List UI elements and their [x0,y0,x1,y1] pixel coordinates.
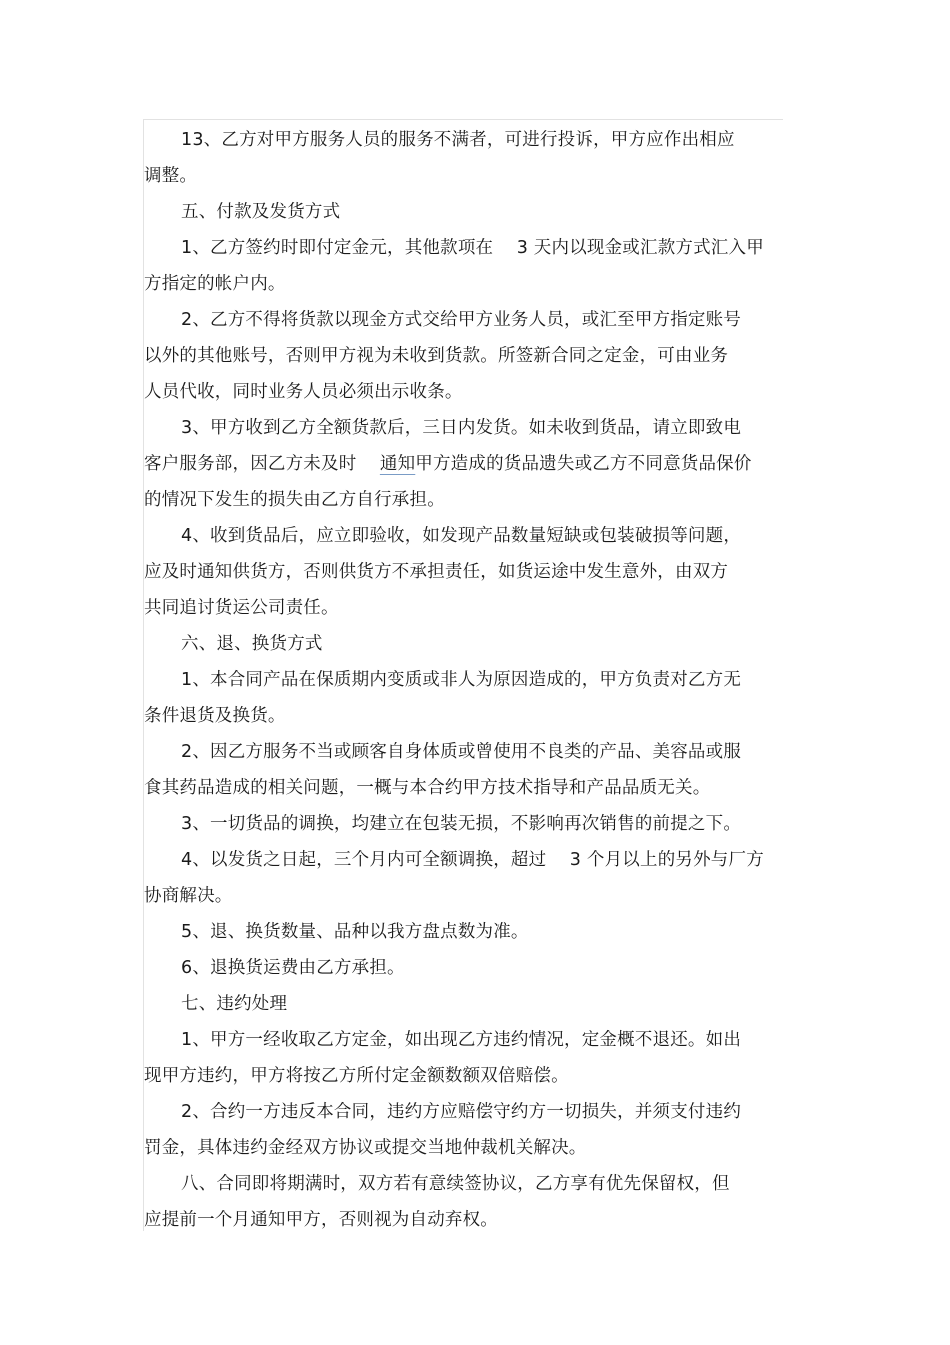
paragraph-line: 应及时通知供货方，否则供货方不承担责任，如货运途中发生意外，由双方 [144,562,729,582]
paragraph-line: 共同追讨货运公司责任。 [144,598,339,618]
paragraph-line: 2、因乙方服务不当或顾客自身体质或曾使用不良类的产品、美容品或服 [181,742,742,762]
paragraph-line: 调整。 [144,166,198,186]
top-divider [143,119,783,120]
paragraph-line: 4、以发货之日起，三个月内可全额调换，超过 3 个月以上的另外与厂方 [181,850,764,870]
paragraph-line: 1、甲方一经收取乙方定金，如出现乙方违约情况，定金概不退还。如出 [181,1030,742,1050]
paragraph-line: 1、乙方签约时即付定金元，其他款项在 3 天内以现金或汇款方式汇入甲 [181,238,764,258]
section-heading: 六、退、换货方式 [181,634,323,654]
notify-link[interactable]: 通知 [379,454,416,474]
paragraph-line: 1、本合同产品在保质期内变质或非人为原因造成的，甲方负责对乙方无 [181,670,742,690]
paragraph-line: 食其药品造成的相关问题，一概与本合约甲方技术指导和产品品质无关。 [144,778,711,798]
paragraph-line: 方指定的帐户内。 [144,274,286,294]
paragraph-line: 4、收到货品后，应立即验收，如发现产品数量短缺或包装破损等问题， [181,526,742,546]
paragraph-line: 2、乙方不得将货款以现金方式交给甲方业务人员，或汇至甲方指定账号 [181,310,742,330]
paragraph-line: 条件退货及换货。 [144,706,286,726]
paragraph-line: 的情况下发生的损失由乙方自行承担。 [144,490,445,510]
text-segment: 甲方造成的货品遗失或乙方不同意货品保价 [415,454,752,474]
text-segment: 客户服务部，因乙方未及时 [144,454,357,474]
paragraph-line [144,453,752,475]
paragraph-line: 3、一切货品的调换，均建立在包装无损，不影响再次销售的前提之下。 [181,814,742,834]
paragraph-line: 5、退、换货数量、品种以我方盘点数为准。 [181,922,529,942]
paragraph-line: 现甲方违约，甲方将按乙方所付定金额数额双倍赔偿。 [144,1066,569,1086]
paragraph-line: 应提前一个月通知甲方，否则视为自动弃权。 [144,1210,498,1230]
paragraph-line: 6、退换货运费由乙方承担。 [181,958,405,978]
paragraph-line: 2、合约一方违反本合同，违约方应赔偿守约方一切损失，并须支付违约 [181,1102,742,1122]
paragraph-line: 13、乙方对甲方服务人员的服务不满者，可进行投诉，甲方应作出相应 [181,130,735,150]
paragraph-line: 罚金，具体违约金经双方协议或提交当地仲裁机关解决。 [144,1138,587,1158]
paragraph-line: 八、合同即将期满时，双方若有意续签协议，乙方享有优先保留权，但 [181,1174,730,1194]
paragraph-line: 协商解决。 [144,886,233,906]
section-heading: 五、付款及发货方式 [181,202,341,222]
paragraph-line: 3、甲方收到乙方全额货款后，三日内发货。如未收到货品，请立即致电 [181,418,742,438]
paragraph-line: 人员代收，同时业务人员必须出示收条。 [144,382,463,402]
section-heading: 七、违约处理 [181,994,288,1014]
paragraph-line: 以外的其他账号，否则甲方视为未收到货款。所签新合同之定金，可由业务 [144,346,729,366]
